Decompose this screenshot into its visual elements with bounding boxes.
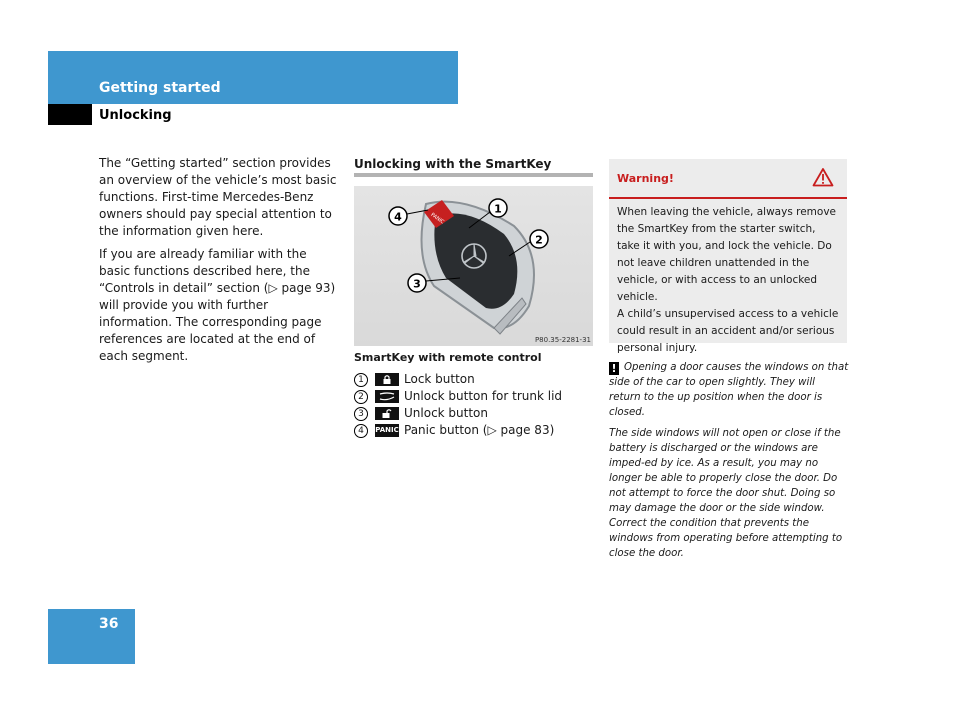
notice-paragraph: The side windows will not open or close if the battery is discharged or the windows are imped-ed by ice. As a result, you may no longer be able to properly close the door. Do not attempt to force the door shut. Doing so may damage the door or the side window. Correct the condition that prevents the windows from operating before attempting to close the door. [609,428,843,559]
notice-block [609,360,849,567]
smartkey-illustration [354,186,593,346]
page-number-band [48,609,135,664]
header-band [48,51,458,104]
legend-item [354,422,562,439]
notice-text: Opening a door causes the windows on that side of the car to open slightly. They will return to the up position when the door is closed. [609,362,849,418]
button-legend [354,371,562,439]
legend-number: 4 [354,424,368,438]
legend-number: 1 [354,373,368,387]
legend-number: 2 [354,390,368,404]
warning-box [609,159,847,354]
legend-item [354,371,562,388]
photo-code: P80.35-2281-31 [534,336,591,344]
exclamation-icon: ! [609,362,619,375]
callout-3-label: 3 [413,277,421,291]
legend-label: Unlock button [404,406,489,420]
legend-label: Unlock button for trunk lid [404,389,563,403]
section-tab-marker [48,104,92,125]
warning-label: Warning! [617,172,674,185]
notice-paragraph [609,360,849,420]
warning-body [609,199,847,357]
callout-1-label: 1 [494,202,502,216]
intro-paragraph: If you are already familiar with the basic functions described here, the “Controls in detail” section (▷ page 93) will provide you with further information. The corresponding page references are located at the end of each segment. [99,247,336,363]
warning-header [609,159,847,199]
panic-key-label: PANIC [429,212,446,226]
photo-caption: SmartKey with remote control [354,351,542,364]
smartkey-photo [354,186,593,346]
warning-triangle-icon [812,167,834,187]
intro-paragraph: The “Getting started” section provides an overview of the vehicle’s most basic functions. First-time Mercedes-Benz owners should pay special attention to the information given here. [99,156,337,238]
legend-number: 3 [354,407,368,421]
unlock-icon [375,407,399,420]
legend-item [354,388,562,405]
page-number: 36 [99,616,119,632]
smartkey-heading: Unlocking with the SmartKey [354,157,552,171]
subsection-title: Unlocking [99,108,172,123]
legend-label: Lock button [404,372,475,386]
callout-2-label: 2 [535,233,543,247]
warning-paragraph: When leaving the vehicle, always remove the SmartKey from the starter switch, take it with you, and lock the vehicle. Do not leave children unattended in the vehicle, or with access to an unlocked vehicle. [617,206,836,303]
intro-column [99,155,337,371]
lock-icon [375,373,399,386]
heading-rule [354,173,593,177]
section-title: Getting started [99,80,221,96]
callout-4-label: 4 [394,210,402,224]
legend-label: Panic button (▷ page 83) [404,423,555,437]
panic-icon: PANIC [375,424,399,437]
trunk-icon [375,390,399,403]
warning-paragraph: A child’s unsupervised access to a vehicle could result in an accident and/or serious personal injury. [617,308,839,354]
legend-item [354,405,562,422]
